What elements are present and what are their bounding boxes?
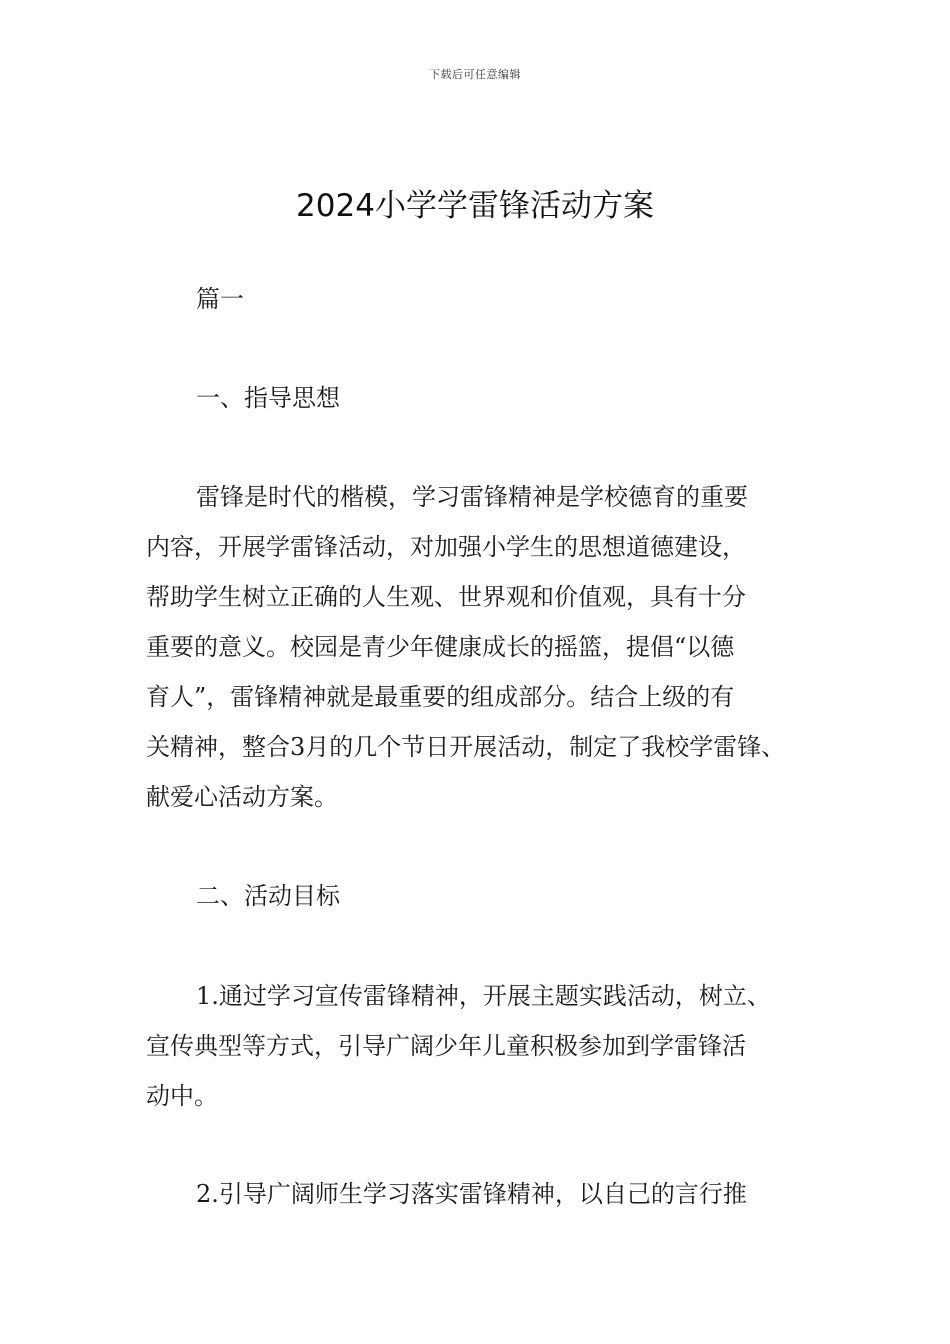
paragraph-line: 帮助学生树立正确的人生观、世界观和价值观，具有十分: [146, 583, 746, 611]
header-note: 下载后可任意编辑: [429, 68, 521, 81]
paragraph-line: 动中。: [146, 1082, 218, 1110]
section-heading: 二、活动目标: [196, 882, 340, 910]
paragraph-line: 宣传典型等方式，引导广阔少年儿童积极参加到学雷锋活: [146, 1032, 746, 1060]
paragraph-line: 重要的意义。校园是青少年健康成长的摇篮，提倡“以德: [146, 633, 735, 661]
paragraph-line: 2.引导广阔师生学习落实雷锋精神，以自己的言行推: [196, 1180, 747, 1208]
paragraph-line: 关精神，整合3月的几个节日开展活动，制定了我校学雷锋、: [146, 733, 786, 761]
paragraph-line: 1.通过学习宣传雷锋精神，开展主题实践活动，树立、: [196, 982, 771, 1010]
paragraph-line: 雷锋是时代的楷模，学习雷锋精神是学校德育的重要: [196, 483, 748, 511]
paragraph-line: 育人”，雷锋精神就是最重要的组成部分。结合上级的有: [146, 683, 735, 711]
document-title: 2024小学学雷锋活动方案: [296, 188, 654, 224]
part-label: 篇一: [196, 285, 244, 313]
section-heading: 一、指导思想: [196, 384, 340, 412]
paragraph-line: 内容，开展学雷锋活动，对加强小学生的思想道德建设，: [146, 533, 746, 561]
paragraph-line: 献爱心活动方案。: [146, 783, 338, 811]
